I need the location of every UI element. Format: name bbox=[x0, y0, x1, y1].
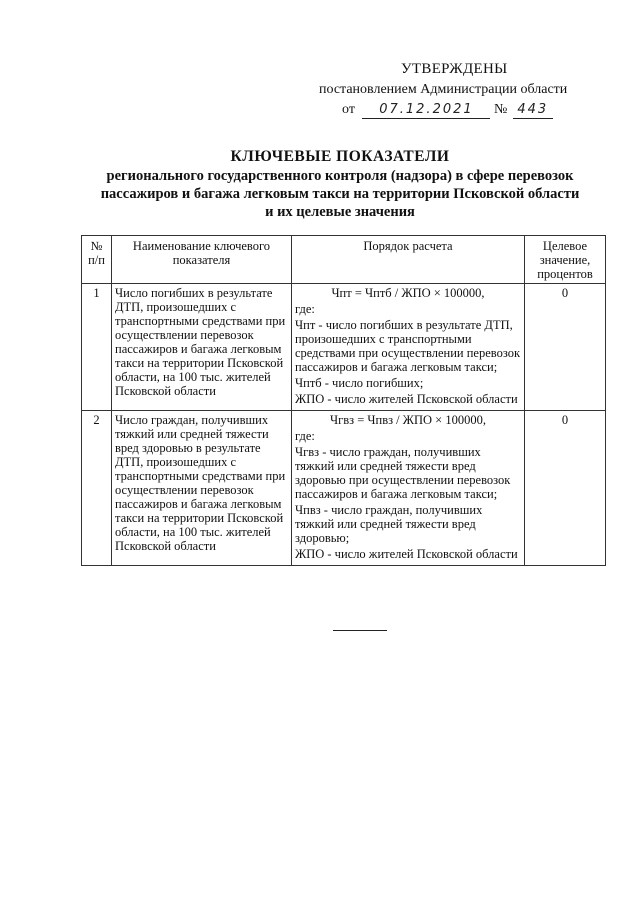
row-num: 1 bbox=[82, 284, 112, 411]
row-where: где: bbox=[295, 302, 315, 316]
end-divider bbox=[333, 630, 387, 631]
row-def-3: ЖПО - число жителей Псковской области bbox=[295, 547, 518, 561]
row-target: 0 bbox=[525, 284, 606, 411]
handwritten-number: 443 bbox=[513, 102, 553, 119]
row-def-1: Чпт - число погибших в результате ДТП, произошедших с транспортными средствами при осуществлении перевозок пассажиров и багажа легковым такси; bbox=[295, 318, 521, 374]
number-label: № bbox=[493, 102, 508, 117]
kpi-table bbox=[81, 235, 606, 566]
header-target: Целевое значение, процентов bbox=[525, 236, 606, 284]
row-formula: Чгвз = Чпвз / ЖПО × 100000, bbox=[330, 413, 486, 427]
row-num: 2 bbox=[82, 411, 112, 566]
header-name: Наименование ключевого показателя bbox=[112, 236, 292, 284]
row-def-2: Чптб - число погибших; bbox=[295, 376, 424, 390]
from-label: от bbox=[342, 102, 355, 117]
row-name: Число погибших в результате ДТП, произошедших с транспортными средствами при осуществлении перевозок пассажиров и багажа легковым такси на территории Псковской области, на 100 тыс. жителей Псковской области bbox=[112, 284, 292, 411]
row-calc bbox=[292, 284, 525, 411]
approved-by: постановлением Администрации области bbox=[319, 82, 568, 97]
row-def-1: Чгвз - число граждан, получивших тяжкий или средней тяжести вред здоровью при осуществлении перевозок пассажиров и багажа легковым такси; bbox=[295, 445, 511, 501]
title-line-3: пассажиров и багажа легковым такси на территории Псковской области bbox=[100, 186, 580, 202]
row-target: 0 bbox=[525, 411, 606, 566]
row-def-3: ЖПО - число жителей Псковской области bbox=[295, 392, 518, 406]
title-line-1: КЛЮЧЕВЫЕ ПОКАЗАТЕЛИ bbox=[230, 148, 450, 165]
table-header-row bbox=[82, 236, 606, 284]
row-formula: Чпт = Чптб / ЖПО × 100000, bbox=[331, 286, 485, 300]
document-title bbox=[60, 148, 620, 221]
table-row bbox=[82, 284, 606, 411]
header-num: № п/п bbox=[82, 236, 112, 284]
row-name: Число граждан, получивших тяжкий или средней тяжести вред здоровью в результате ДТП, произошедших с транспортными средствами при осуществлении перевозок пассажиров и багажа легковым такси на территории Псковской области, на 100 тыс. жителей Псковской области bbox=[112, 411, 292, 566]
approved-heading: УТВЕРЖДЕНЫ bbox=[401, 61, 508, 77]
title-line-4: и их целевые значения bbox=[265, 204, 415, 220]
row-where: где: bbox=[295, 429, 315, 443]
header-calc: Порядок расчета bbox=[292, 236, 525, 284]
table-row bbox=[82, 411, 606, 566]
handwritten-date: 07.12.2021 bbox=[362, 102, 490, 119]
title-line-2: регионального государственного контроля (надзора) в сфере перевозок bbox=[106, 168, 574, 184]
row-calc bbox=[292, 411, 525, 566]
row-def-2: Чпвз - число граждан, получивших тяжкий или средней тяжести вред здоровью; bbox=[295, 503, 483, 545]
approval-date-number bbox=[342, 100, 553, 119]
